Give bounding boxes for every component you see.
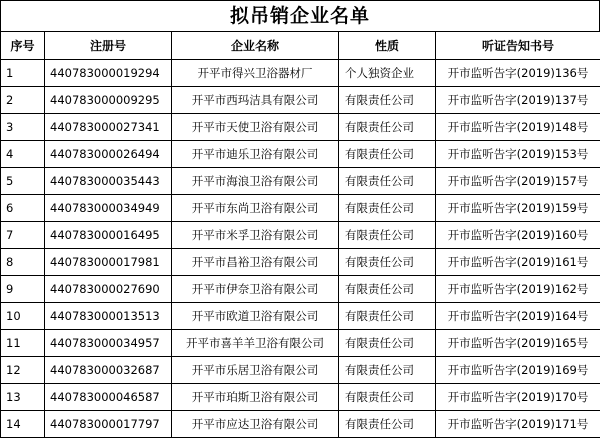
name-cell: 开平市得兴卫浴器材厂 (172, 60, 339, 87)
notice-cell: 开市监听告字(2019)153号 (436, 141, 600, 168)
name-cell: 开平市西玛洁具有限公司 (172, 87, 339, 114)
header-seq: 序号 (1, 32, 45, 60)
table-row (1, 195, 600, 222)
notice-cell: 开市监听告字(2019)136号 (436, 60, 600, 87)
nature-cell: 有限责任公司 (339, 195, 436, 222)
nature-cell: 个人独资企业 (339, 60, 436, 87)
table-row (1, 87, 600, 114)
name-cell: 开平市乐居卫浴有限公司 (172, 357, 339, 384)
reg-cell: 440783000019294 (45, 60, 172, 87)
seq-cell: 4 (1, 141, 45, 168)
table-row (1, 60, 600, 87)
nature-cell: 有限责任公司 (339, 384, 436, 411)
seq-cell: 7 (1, 222, 45, 249)
nature-cell: 有限责任公司 (339, 411, 436, 438)
reg-cell: 440783000027341 (45, 114, 172, 141)
name-cell: 开平市天使卫浴有限公司 (172, 114, 339, 141)
table-row (1, 357, 600, 384)
nature-cell: 有限责任公司 (339, 141, 436, 168)
seq-cell: 3 (1, 114, 45, 141)
table-row (1, 168, 600, 195)
reg-cell: 440783000035443 (45, 168, 172, 195)
notice-cell: 开市监听告字(2019)160号 (436, 222, 600, 249)
seq-cell: 8 (1, 249, 45, 276)
seq-cell: 9 (1, 276, 45, 303)
notice-cell: 开市监听告字(2019)148号 (436, 114, 600, 141)
name-cell: 开平市东尚卫浴有限公司 (172, 195, 339, 222)
reg-cell: 440783000034957 (45, 330, 172, 357)
nature-cell: 有限责任公司 (339, 303, 436, 330)
table-row (1, 249, 600, 276)
table-row (1, 222, 600, 249)
seq-cell: 13 (1, 384, 45, 411)
name-cell: 开平市伊奈卫浴有限公司 (172, 276, 339, 303)
seq-cell: 14 (1, 411, 45, 438)
seq-cell: 1 (1, 60, 45, 87)
notice-cell: 开市监听告字(2019)170号 (436, 384, 600, 411)
header-nature: 性质 (339, 32, 436, 60)
seq-cell: 12 (1, 357, 45, 384)
seq-cell: 11 (1, 330, 45, 357)
header-name: 企业名称 (172, 32, 339, 60)
name-cell: 开平市昌裕卫浴有限公司 (172, 249, 339, 276)
name-cell: 开平市海浪卫浴有限公司 (172, 168, 339, 195)
name-cell: 开平市珀斯卫浴有限公司 (172, 384, 339, 411)
reg-cell: 440783000046587 (45, 384, 172, 411)
nature-cell: 有限责任公司 (339, 114, 436, 141)
table-row (1, 276, 600, 303)
table-row (1, 384, 600, 411)
reg-cell: 440783000032687 (45, 357, 172, 384)
nature-cell: 有限责任公司 (339, 222, 436, 249)
seq-cell: 2 (1, 87, 45, 114)
name-cell: 开平市应达卫浴有限公司 (172, 411, 339, 438)
nature-cell: 有限责任公司 (339, 276, 436, 303)
nature-cell: 有限责任公司 (339, 249, 436, 276)
notice-cell: 开市监听告字(2019)162号 (436, 276, 600, 303)
document-title: 拟吊销企业名单 (0, 0, 600, 32)
name-cell: 开平市喜羊羊卫浴有限公司 (172, 330, 339, 357)
enterprise-table (0, 31, 600, 438)
notice-cell: 开市监听告字(2019)159号 (436, 195, 600, 222)
reg-cell: 440783000009295 (45, 87, 172, 114)
reg-cell: 440783000017981 (45, 249, 172, 276)
table-row (1, 114, 600, 141)
nature-cell: 有限责任公司 (339, 168, 436, 195)
name-cell: 开平市米孚卫浴有限公司 (172, 222, 339, 249)
table-row (1, 303, 600, 330)
notice-cell: 开市监听告字(2019)137号 (436, 87, 600, 114)
nature-cell: 有限责任公司 (339, 87, 436, 114)
nature-cell: 有限责任公司 (339, 330, 436, 357)
notice-cell: 开市监听告字(2019)157号 (436, 168, 600, 195)
table-row (1, 411, 600, 438)
notice-cell: 开市监听告字(2019)164号 (436, 303, 600, 330)
table-row (1, 330, 600, 357)
notice-cell: 开市监听告字(2019)171号 (436, 411, 600, 438)
name-cell: 开平市欧道卫浴有限公司 (172, 303, 339, 330)
reg-cell: 440783000016495 (45, 222, 172, 249)
header-reg: 注册号 (45, 32, 172, 60)
reg-cell: 440783000034949 (45, 195, 172, 222)
notice-cell: 开市监听告字(2019)169号 (436, 357, 600, 384)
nature-cell: 有限责任公司 (339, 357, 436, 384)
seq-cell: 5 (1, 168, 45, 195)
header-notice: 听证告知书号 (436, 32, 600, 60)
reg-cell: 440783000017797 (45, 411, 172, 438)
name-cell: 开平市迪乐卫浴有限公司 (172, 141, 339, 168)
notice-cell: 开市监听告字(2019)165号 (436, 330, 600, 357)
table-header-row (1, 32, 600, 60)
seq-cell: 10 (1, 303, 45, 330)
seq-cell: 6 (1, 195, 45, 222)
reg-cell: 440783000026494 (45, 141, 172, 168)
reg-cell: 440783000013513 (45, 303, 172, 330)
notice-cell: 开市监听告字(2019)161号 (436, 249, 600, 276)
reg-cell: 440783000027690 (45, 276, 172, 303)
table-row (1, 141, 600, 168)
